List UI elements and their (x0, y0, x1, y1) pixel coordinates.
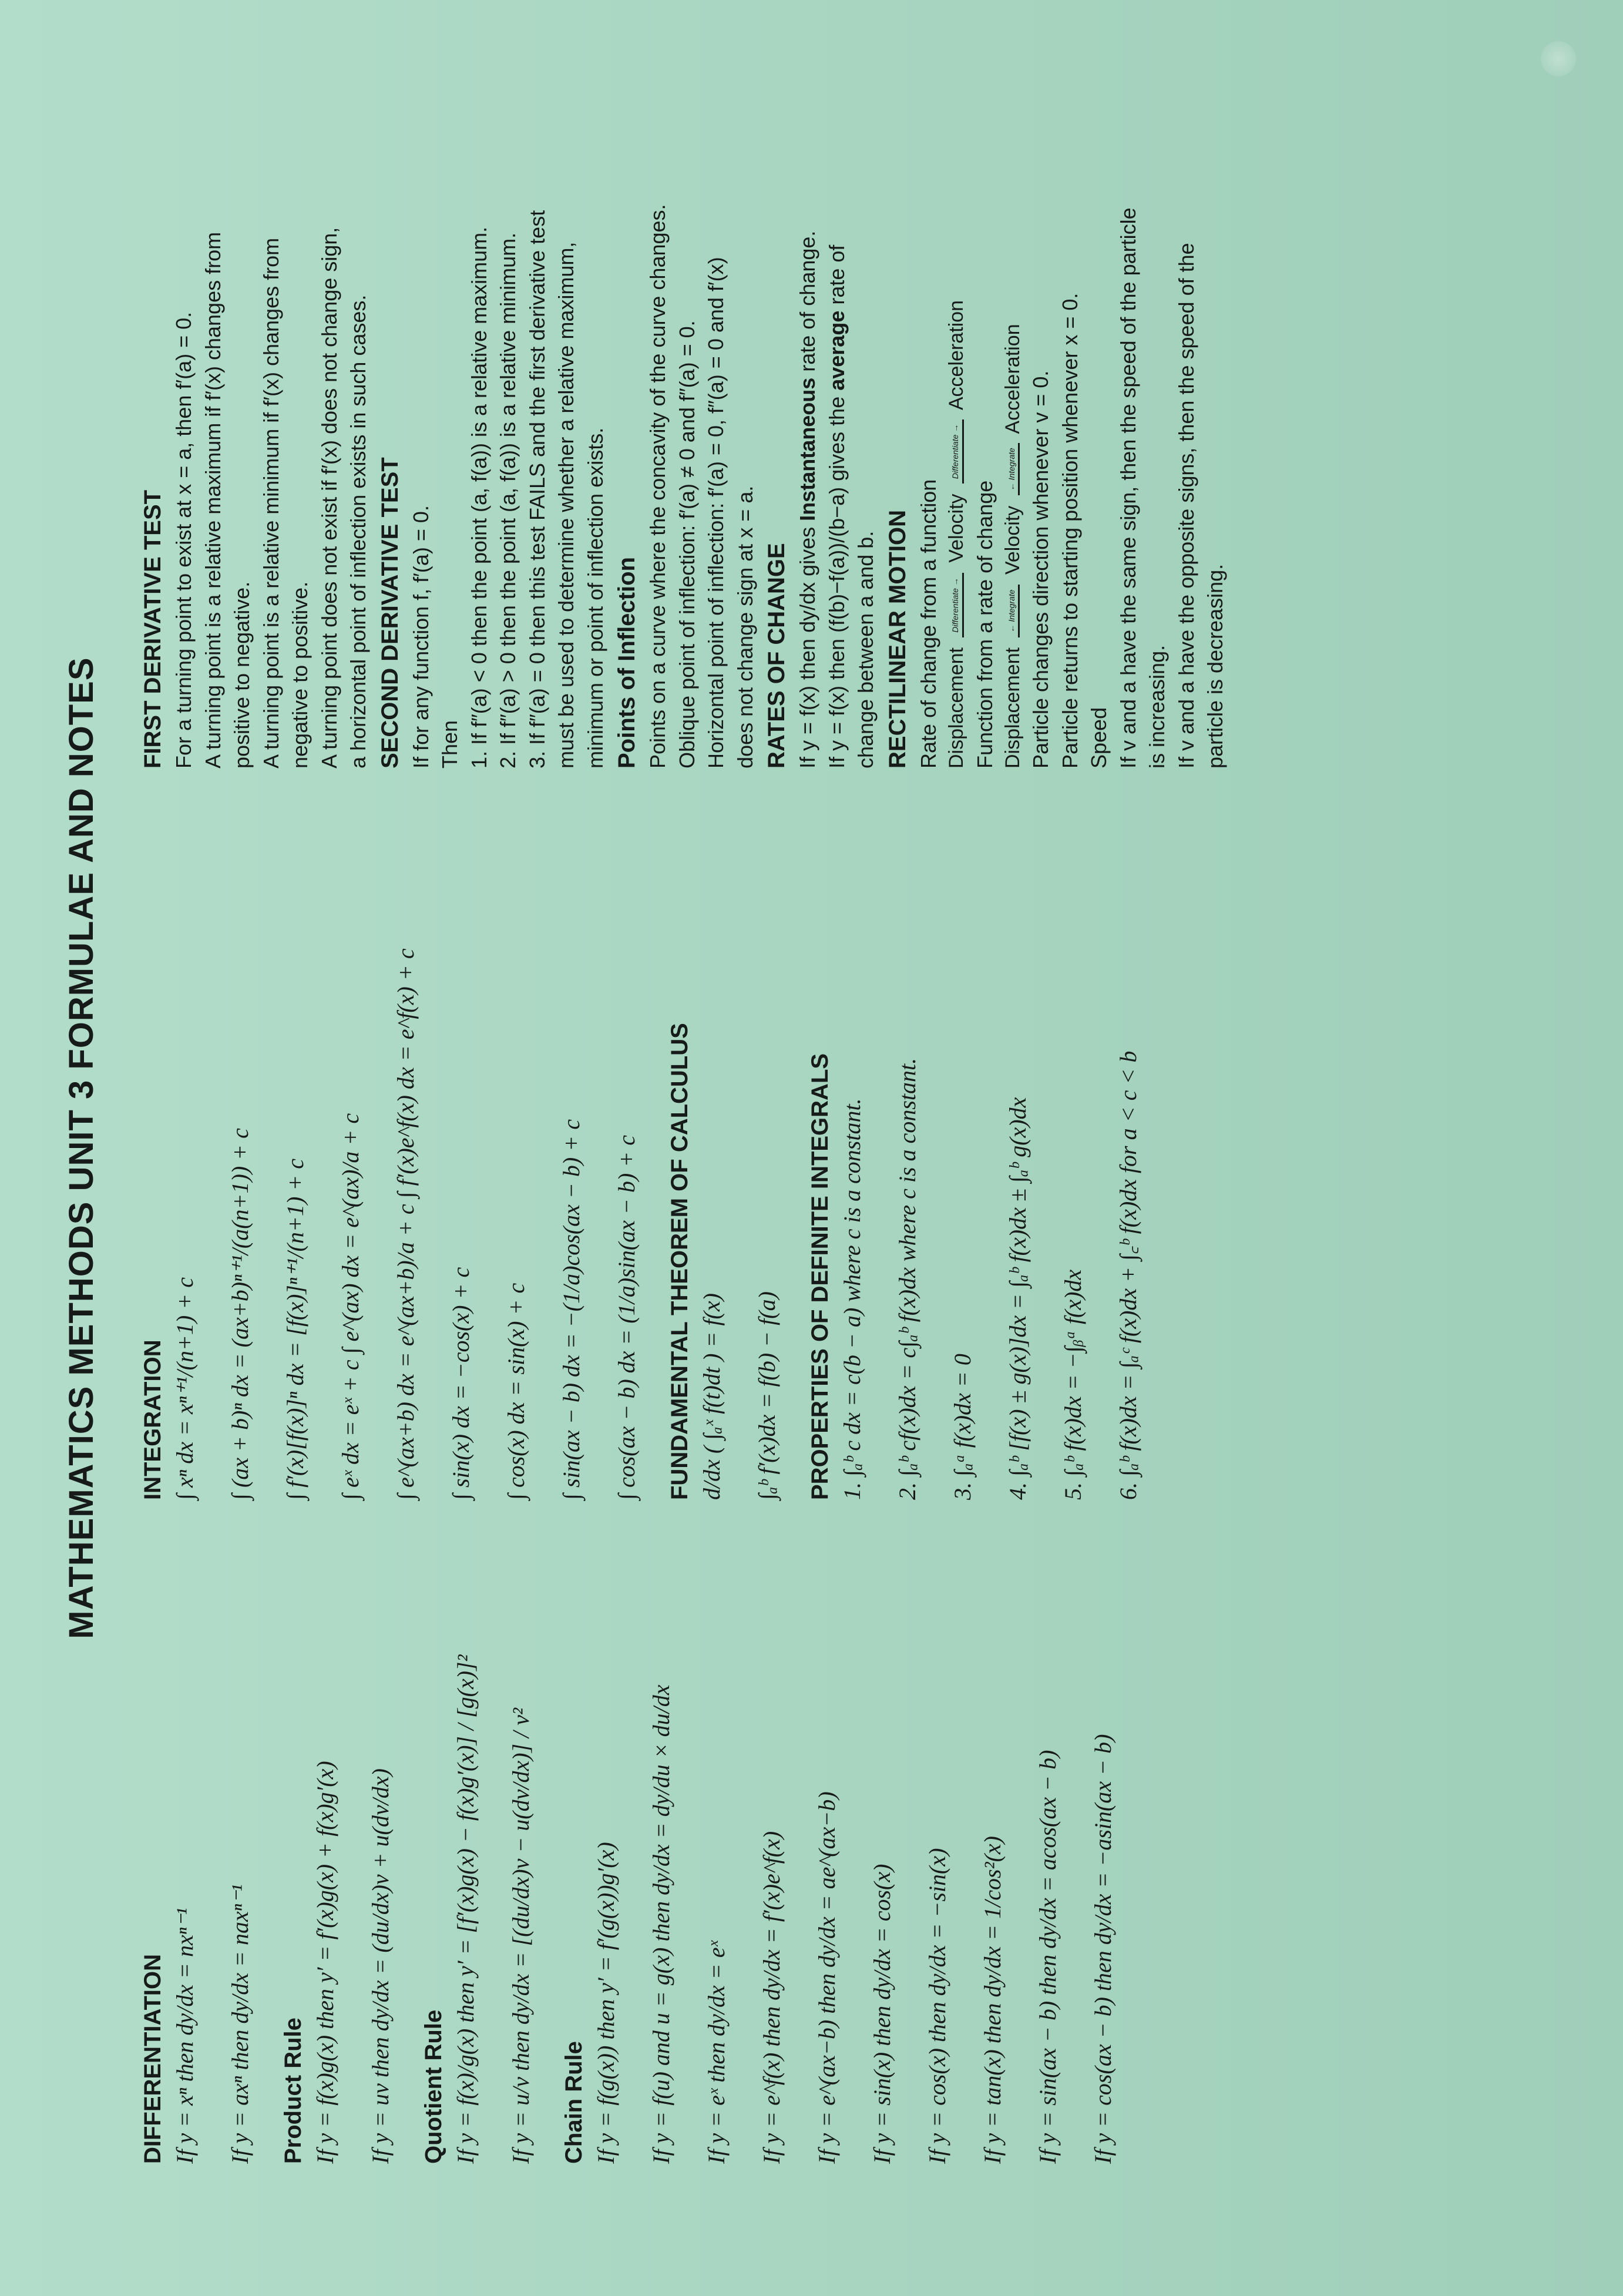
ftc-heading: FUNDAMENTAL THEOREM OF CALCULUS (667, 1023, 693, 1500)
note-line: If for any function f, f′(a) = 0. (408, 505, 433, 768)
rates-emphasis: average (824, 310, 849, 391)
note-line: positive to negative. (230, 581, 254, 768)
rates-text: If y = f(x) then dy/dx gives (795, 526, 820, 768)
rates-text: rate of (824, 244, 849, 305)
note-line: 1. If f″(a) < 0 then the point (a, f(a)) is a relative maximum. (466, 226, 491, 768)
note-line: Horizontal point of inflection: f′(a) = 0, f″(a) = 0 and f′(x) (704, 257, 728, 768)
note-line: particle is decreasing. (1203, 563, 1228, 768)
differentiation-heading: DIFFERENTIATION (140, 1953, 166, 2164)
formula-line: If y = eˣ then dy/dx = eˣ (703, 1941, 730, 2164)
arrow-left-icon: ← Integrate (1006, 585, 1020, 637)
note-line: change between a and b. (853, 531, 878, 768)
formula-line: ∫ cos(x) dx = sin(x) + c (503, 1283, 529, 1500)
arrow-label: Integrate (1007, 448, 1017, 481)
note-line: If v and a have the same sign, then the speed of the particle (1115, 207, 1140, 768)
formula-line: If y = sin(ax − b) then dy/dx = acos(ax − b) (1034, 1750, 1061, 2164)
formula-line: 1. ∫ₐᵇ c dx = c(b − a) where c is a constant. (839, 1098, 865, 1500)
note-line: A turning point is a relative minimum if f′(x) changes from (258, 237, 283, 768)
motion-term: Acceleration (945, 300, 968, 411)
formula-line: ∫ sin(ax − b) dx = −(1/a)cos(ax − b) + c (558, 1119, 584, 1500)
formula-line: If y = f(x)g(x) then y′ = f′(x)g(x) + f(x)g′(x) (312, 1761, 338, 2164)
integration-column (135, 824, 1168, 1500)
formula-line: If y = axⁿ then dy/dx = naxⁿ⁻¹ (227, 1884, 253, 2164)
formula-line: 5. ∫ₐᵇ f(x)dx = −∫ᵦᵃ f(x)dx (1060, 1269, 1086, 1500)
formula-line: ∫ sin(x) dx = −cos(x) + c (448, 1267, 474, 1500)
note-line: a horizontal point of inflection exists in such cases. (346, 294, 371, 768)
formula-line: ∫ cos(ax − b) dx = (1/a)sin(ax − b) + c (613, 1135, 640, 1500)
formula-line: If y = e^f(x) then dy/dx = f′(x)e^f(x) (758, 1831, 785, 2164)
formula-line: If y = f(x)/g(x) then y′ = [f′(x)g(x) − f(x)g′(x)] / [g(x)]² (452, 1654, 479, 2164)
note-line: Speed (1087, 707, 1111, 768)
note-line: minimum or point of inflection exists. (583, 427, 607, 768)
formula-line: If y = xⁿ then dy/dx = nxⁿ⁻¹ (172, 1908, 198, 2164)
formula-line: ∫ f′(x)[f(x)]ⁿ dx = [f(x)]ⁿ⁺¹/(n+1) + c (282, 1158, 308, 1500)
note-line: is increasing. (1145, 645, 1170, 768)
note-line: does not change sign at x = a. (732, 485, 757, 768)
note-line (823, 110, 851, 768)
rates-text: rate of change. (795, 230, 820, 372)
arrow-right-icon: Differentiate → (950, 419, 963, 484)
formula-line: ∫ (ax + b)ⁿ dx = (ax+b)ⁿ⁺¹/(a(n+1)) + c (227, 1128, 253, 1500)
arrow-label: Differentiate (950, 588, 960, 633)
arrow-label: Integrate (1007, 589, 1017, 622)
formula-line: d/dx ( ∫ₐˣ f(t)dt ) = f(x) (698, 1293, 725, 1500)
formula-line: 6. ∫ₐᵇ f(x)dx = ∫ₐᶜ f(x)dx + ∫꜀ᵇ f(x)dx for a < c < b (1115, 1050, 1141, 1500)
note-line: must be used to determine whether a relative maximum, (554, 241, 579, 768)
arrow-right-icon: Differentiate → (950, 573, 963, 637)
motion-term: Displacement (945, 647, 968, 768)
motion-chain-integrate (1000, 110, 1026, 768)
note-line: If v and a have the opposite signs, then the speed of the (1174, 243, 1198, 768)
motion-term: Velocity (945, 494, 968, 563)
motion-term: Acceleration (1002, 324, 1024, 434)
note-line: 2. If f″(a) > 0 then the point (a, f(a)) is a relative minimum. (496, 232, 520, 768)
formula-line: ∫ e^(ax+b) dx = e^(ax+b)/a + c ∫ f′(x)e^f(x) dx = e^f(x) + c (392, 948, 419, 1500)
note-line: Oblique point of inflection: f′(a) ≠ 0 and f″(a) = 0. (674, 320, 699, 768)
motion-chain-differentiate (943, 110, 969, 768)
note-line: For a turning point to exist at x = a, then f′(a) = 0. (172, 311, 196, 768)
formula-line: If y = u/v then dy/dx = [(du/dx)v − u(dv/dx)] / v² (508, 1707, 534, 2164)
chain-rule-heading: Chain Rule (561, 2041, 587, 2164)
note-line (794, 110, 822, 768)
formula-line: If y = e^(ax−b) then dy/dx = ae^(ax−b) (814, 1791, 840, 2164)
formula-line: ∫ xⁿ dx = xⁿ⁺¹/(n+1) + c (172, 1277, 198, 1500)
note-line: Points on a curve where the concavity of the curve changes. (646, 204, 670, 768)
rates-emphasis: Instantaneous (795, 377, 820, 521)
definite-integrals-heading: PROPERTIES OF DEFINITE INTEGRALS (807, 1053, 833, 1500)
formula-line: If y = uv then dy/dx = (du/dx)v + u(dv/dx) (367, 1768, 394, 2164)
inflection-heading: Points of Inflection (614, 557, 640, 768)
note-line: Particle changes direction whenever v = 0. (1029, 370, 1053, 768)
product-rule-heading: Product Rule (280, 2018, 306, 2164)
formula-line: If y = cos(ax − b) then dy/dx = −asin(ax − b) (1090, 1734, 1116, 2164)
formula-line: If y = cos(x) then dy/dx = −sin(x) (924, 1848, 950, 2164)
rates-text: If y = f(x) then (f(b)−f(a))/(b−a) gives the (824, 396, 849, 768)
motion-term: Displacement (1002, 647, 1024, 768)
note-line: Function from a rate of change (972, 480, 997, 768)
first-derivative-heading: FIRST DERIVATIVE TEST (140, 489, 166, 768)
notes-column (135, 110, 1231, 768)
formula-line: If y = sin(x) then dy/dx = cos(x) (869, 1864, 895, 2164)
rates-heading: RATES OF CHANGE (764, 543, 790, 768)
note-line: Particle returns to starting position whenever x = 0. (1057, 293, 1082, 768)
formula-line: 4. ∫ₐᵇ [f(x) ± g(x)]dx = ∫ₐᵇ f(x)dx ± ∫ₐᵇ g(x)dx (1004, 1097, 1031, 1500)
formula-line: 3. ∫ₐᵃ f(x)dx = 0 (949, 1354, 976, 1500)
note-line: A turning point does not exist if f′(x) does not change sign, (317, 227, 341, 768)
page-title: MATHEMATICS METHODS UNIT 3 FORMULAE AND NOTES (62, 657, 100, 1639)
rectilinear-heading: RECTILINEAR MOTION (884, 510, 910, 768)
motion-term: Velocity (1002, 505, 1024, 575)
formula-line: 2. ∫ₐᵇ cf(x)dx = c∫ₐᵇ f(x)dx where c is a constant. (894, 1058, 920, 1500)
note-line: A turning point is a relative maximum if f′(x) changes from (200, 231, 225, 768)
formula-line: ∫ₐᵇ f′(x)dx = f(b) − f(a) (754, 1291, 780, 1500)
formula-line: If y = f(u) and u = g(x) then dy/dx = dy/du × du/dx (648, 1684, 674, 2164)
note-line: Then (438, 720, 462, 768)
second-derivative-heading: SECOND DERIVATIVE TEST (377, 457, 403, 768)
formula-line: ∫ eˣ dx = eˣ + c ∫ e^(ax) dx = e^(ax)/a + c (337, 1113, 364, 1500)
differentiation-column (135, 1518, 1143, 2164)
formula-line: If y = f(g(x)) then y′ = f′(g(x))g′(x) (593, 1842, 619, 2164)
integration-heading: INTEGRATION (140, 1340, 166, 1500)
quotient-rule-heading: Quotient Rule (421, 2009, 446, 2164)
note-line: 3. If f″(a) = 0 then this test FAILS and the first derivative test (525, 210, 549, 768)
formula-line: If y = tan(x) then dy/dx = 1/cos²(x) (979, 1836, 1006, 2164)
arrow-label: Differentiate (950, 434, 960, 479)
arrow-left-icon: ← Integrate (1006, 443, 1020, 495)
note-line: Rate of change from a function (916, 479, 940, 768)
note-line: negative to positive. (288, 581, 312, 768)
paper-glare (1541, 41, 1576, 76)
